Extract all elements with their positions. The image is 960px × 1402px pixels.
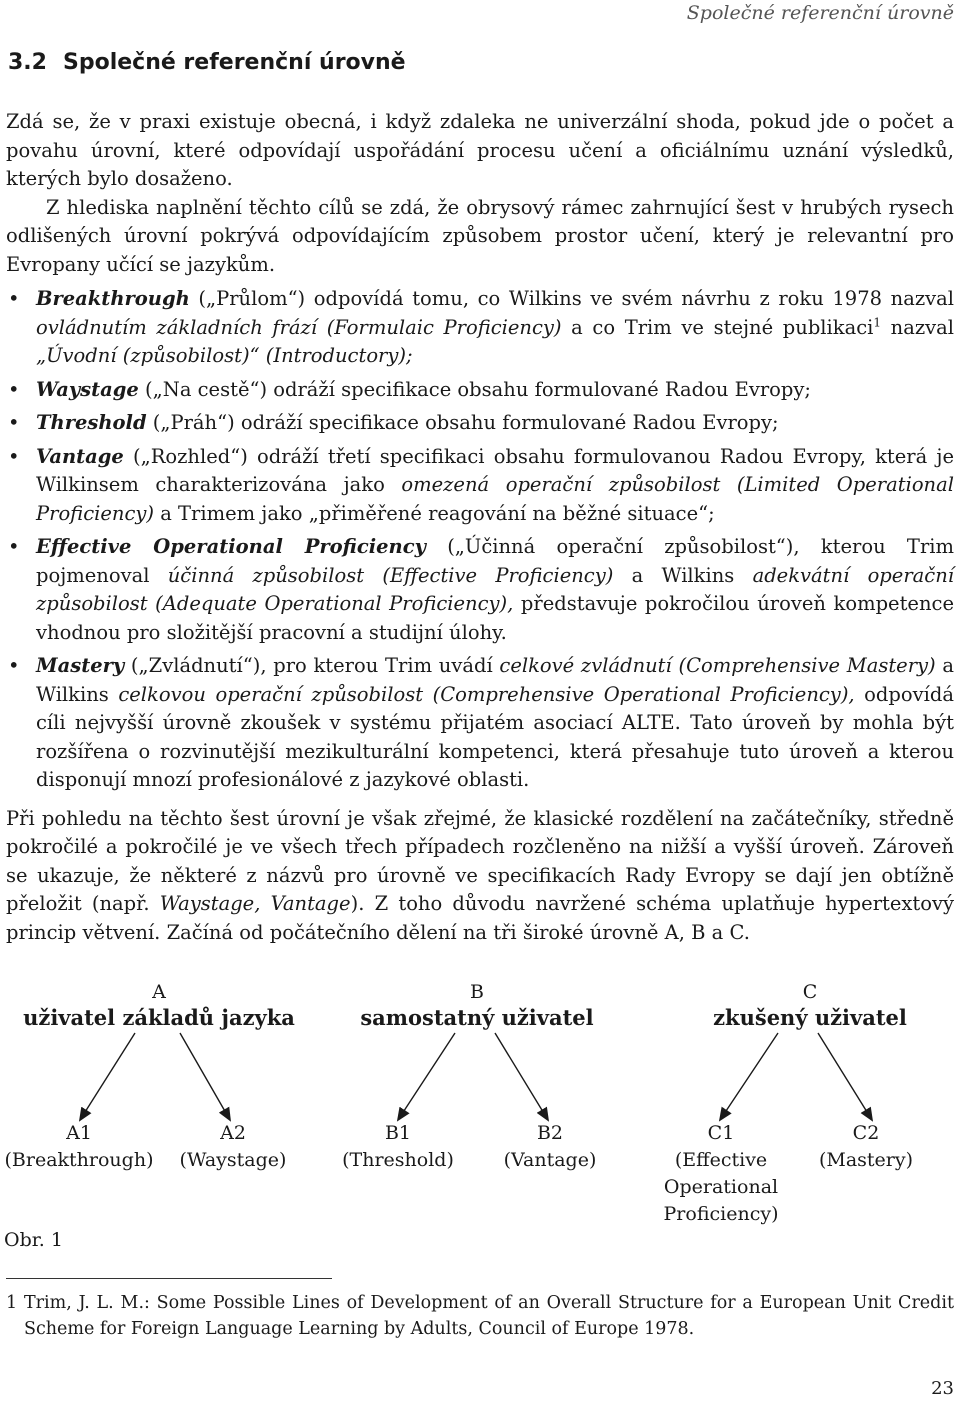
footnote-number: 1 [6,1293,18,1313]
list-text: představuje pokročilou úroveň kompetence vhodnou pro složitější pracovní a studijní úlohy. [36,592,954,644]
leaf-b2 [490,1120,610,1174]
paragraph-intro: Zdá se, že v praxi existuje obecná, i když zdaleka ne univerzální shoda, pokud jde o počet a povahu úrovní, které odpovídají uspořádání procesu učení a oficiálnímu uznání výsledků, kterých bylo dosaženo. [6,110,954,190]
arrow-b-b1 [398,1033,455,1120]
list-italic: „Úvodní (způsobilost)“ (Introductory); [36,344,413,367]
footnote [6,1290,954,1342]
term-threshold: Threshold [36,411,147,434]
section-number: 3.2 [8,50,47,75]
body-text [6,108,954,947]
list-text: („Zvládnutí“), pro kterou Trim uvádí [124,654,500,677]
list-italic: účinná způsobilost (Effective Proficiency) [167,563,614,587]
leaf-label: (Mastery) [818,1149,914,1171]
term-effective: Effective Operational Proficiency [36,535,426,558]
term-vantage: Vantage [36,444,124,468]
list-item-vantage [36,443,954,529]
list-item-breakthrough [36,285,954,371]
term-waystage: Waystage [36,377,139,401]
footnote-ref: 1 [873,315,882,329]
section-heading [8,50,406,75]
node-b [330,979,624,1031]
leaf-label: (Waystage) [179,1149,287,1171]
arrow-a-a1 [80,1033,135,1120]
paragraph-italic: Waystage, Vantage [159,892,351,915]
leaf-label: (Effective [674,1149,768,1171]
list-italic: ovládnutím základních frází (Formulaic Proficiency) [36,315,562,339]
levels-list [6,285,954,795]
list-text: a Trimem jako „přiměřené reagování na běžné situace“; [154,501,715,525]
page-number: 23 [931,1378,954,1399]
leaf-code: B2 [536,1122,564,1144]
leaf-a1 [0,1120,158,1174]
node-c [660,979,960,1031]
paragraph-text: ). Z toho důvodu navržené schéma uplatňuje hypertextový princip větvení. Začíná od počátečního dělení na tři široké úrovně A, B a C. [6,892,955,944]
leaf-code: A1 [66,1122,92,1144]
list-italic: adekvátní operační způsobilost (Adequate Operational Proficiency), [36,563,954,615]
paragraph-framework: Z hlediska naplnění těchto cílů se zdá, že obrysový rámec zahrnující šest v hrubých rysech odlišených úrovní pokrývá odpovídajícím způsobem prostor učení, který je relevantní pro Evropany učící se jazykům. [6,195,954,276]
leaf-c1 [650,1120,792,1228]
running-header: Společné referenční úrovně [686,2,954,24]
leaf-code: C1 [707,1122,735,1144]
footnote-text: Trim, J. L. M.: Some Possible Lines of Development of an Overall Structure for a European Unit Credit Scheme for Foreign Language Learning by Adults, Council of Europe 1978. [24,1293,954,1339]
leaf-label: (Threshold) [342,1149,454,1171]
list-italic: celkovou operační způsobilost (Comprehensive Operational Proficiency), [118,682,855,706]
leaf-label: Proficiency) [663,1203,779,1225]
list-text: („Rozhled“) odráží třetí specifikaci obsahu formulovanou Radou Evropy, která je Wilkinsem charakterizována jako [36,444,954,496]
list-item-waystage [36,376,954,405]
node-letter: C [802,981,818,1003]
leaf-c2 [810,1120,922,1174]
list-text: („Práh“) odráží specifikace obsahu formulované Radou Evropy; [146,411,779,434]
paragraph-text: Při pohledu na těchto šest úrovní je však zřejmé, že klasické rozdělení na začátečníky, středně pokročilé a pokročilé je ve všech třech případech rozčleněno na nižší a vyšší úroveň. Zároveň se ukazuje, že některé z názvů pro úrovně ve specifikacích Rady Evropy se dají jen obtížně přeložit (např. [6,806,954,915]
node-letter: B [470,981,484,1003]
list-text: odpovídá cíli nejvyšší úrovně zkoušek v systému přijatém asociací ALTE. Tato úroveň by mohla být rozšířena o rozvinutější mezikulturální kompetenci, která přesahuje tuto úroveň a kterou disponují mnozí profesionálové z jazykové oblasti. [36,682,954,791]
list-item-effective [36,533,954,647]
arrow-c-c1 [720,1033,778,1120]
arrow-c-c2 [818,1033,872,1120]
list-text: nazval [881,315,954,339]
list-text: („Na cestě“) odráží specifikace obsahu formulované Radou Evropy; [138,377,811,401]
leaf-code: C2 [852,1122,880,1144]
list-text: a Wilkins [613,563,753,587]
leaf-label: (Vantage) [503,1149,597,1171]
term-mastery: Mastery [36,654,125,677]
list-italic: celkové zvládnutí (Comprehensive Mastery) [499,654,936,677]
node-letter: A [152,981,166,1003]
list-text: („Průlom“) odpovídá tomu, co Wilkins ve svém návrhu z roku 1978 nazval [189,287,954,310]
node-label: samostatný uživatel [360,1005,594,1030]
list-text: a co Trim ve stejné publikaci [561,315,874,339]
node-a [0,979,318,1031]
arrow-b-b2 [495,1033,548,1120]
list-item-mastery [36,652,954,795]
leaf-a2 [168,1120,298,1174]
term-breakthrough: Breakthrough [36,287,190,310]
levels-diagram [0,975,960,1265]
list-text: („Účinná operační způsobilost“), kterou Trim pojmenoval [36,535,954,587]
leaf-label: Operational [663,1176,779,1198]
node-label: zkušený uživatel [713,1005,907,1030]
leaf-code: B1 [384,1122,412,1144]
leaf-code: A2 [220,1122,246,1144]
leaf-label: (Breakthrough) [4,1149,154,1171]
leaf-b1 [330,1120,466,1174]
figure-caption: Obr. 1 [4,1229,63,1251]
section-title: Společné referenční úrovně [62,50,406,75]
list-text: a Wilkins [36,654,955,706]
footnote-divider [6,1278,332,1279]
list-italic: omezená operační způsobilost (Limited Operational Proficiency) [36,473,954,525]
node-label: uživatel základů jazyka [23,1005,295,1030]
arrow-a-a2 [180,1033,230,1120]
list-item-threshold [36,409,954,438]
paragraph-levels [6,805,954,948]
